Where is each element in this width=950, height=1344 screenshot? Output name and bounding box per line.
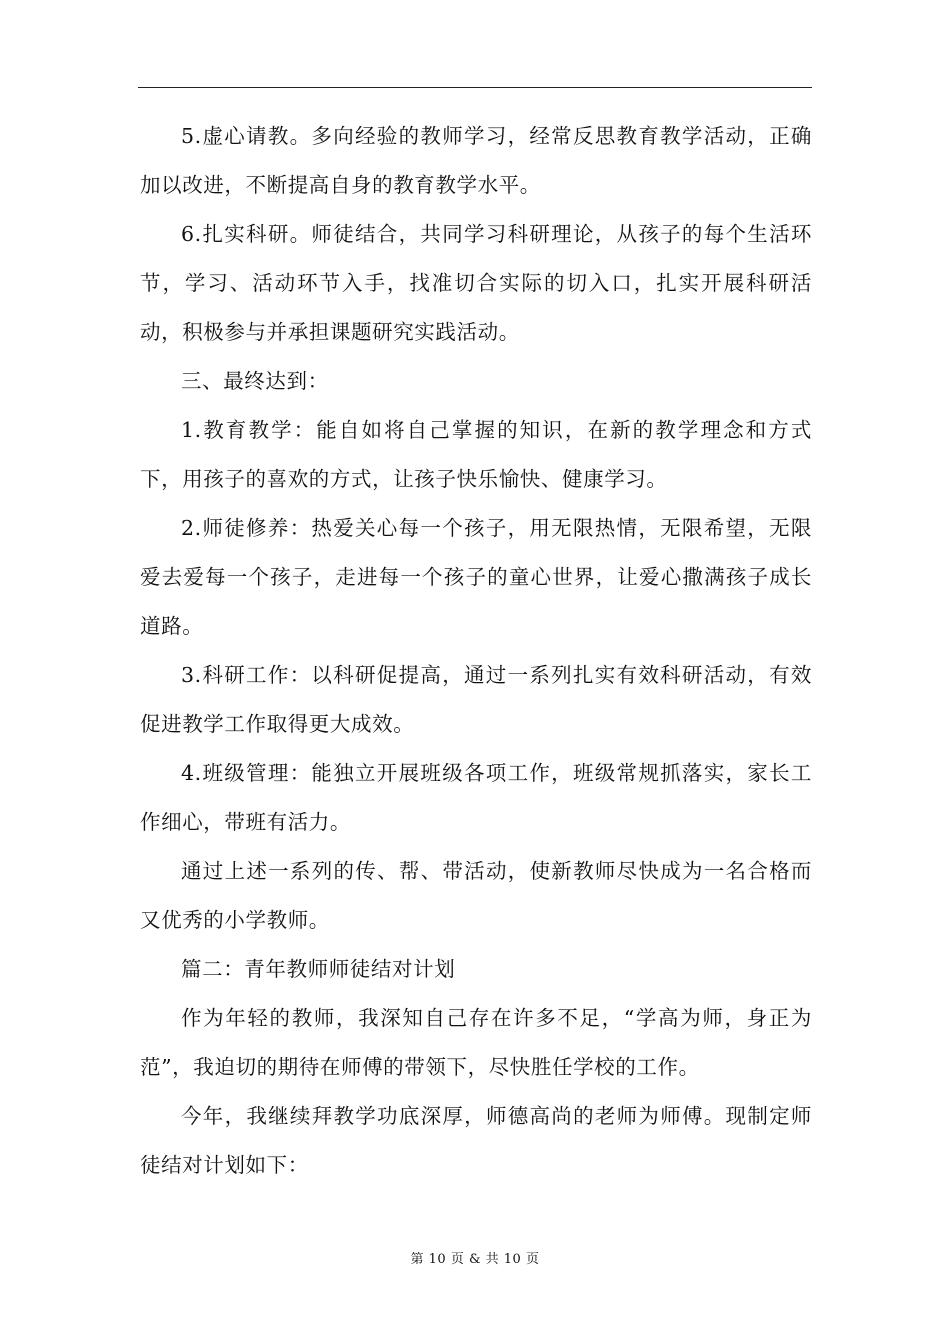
document-body <box>140 112 812 1190</box>
paragraph-plan-intro: 今年，我继续拜教学功底深厚，师德高尚的老师为师傅。现制定师徒结对计划如下： <box>140 1104 812 1177</box>
paragraph-goal-1: 1.教育教学：能自如将自己掌握的知识，在新的教学理念和方式下，用孩子的喜欢的方式，让孩子快乐愉快、健康学习。 <box>140 418 812 491</box>
paragraph-goal-3: 3.科研工作：以科研促提高，通过一系列扎实有效科研活动，有效促进教学工作取得更大成效。 <box>140 663 812 736</box>
page-number-footer: 第 10 页 & 共 10 页 <box>410 1252 540 1267</box>
paragraph-item-5: 5.虚心请教。多向经验的教师学习，经常反思教育教学活动，正确加以改进，不断提高自身的教育教学水平。 <box>140 124 812 197</box>
paragraph-summary: 通过上述一系列的传、帮、带活动，使新教师尽快成为一名合格而又优秀的小学教师。 <box>140 859 812 932</box>
header-rule <box>138 87 812 88</box>
paragraph-goal-4: 4.班级管理：能独立开展班级各项工作，班级常规抓落实，家长工作细心，带班有活力。 <box>140 761 812 834</box>
chapter-heading: 篇二：青年教师师徒结对计划 <box>181 957 456 981</box>
section-heading-3: 三、最终达到： <box>181 369 329 393</box>
paragraph-item-6: 6.扎实科研。师徒结合，共同学习科研理论，从孩子的每个生活环节，学习、活动环节入手，找准切合实际的切入口，扎实开展科研活动，积极参与并承担课题研究实践活动。 <box>140 222 812 344</box>
paragraph-intro: 作为年轻的教师，我深知自己存在许多不足，“学高为师，身正为范”，我迫切的期待在师傅的带领下，尽快胜任学校的工作。 <box>140 1006 812 1079</box>
paragraph-goal-2: 2.师徒修养：热爱关心每一个孩子，用无限热情，无限希望，无限爱去爱每一个孩子，走进每一个孩子的童心世界，让爱心撒满孩子成长道路。 <box>140 516 812 638</box>
